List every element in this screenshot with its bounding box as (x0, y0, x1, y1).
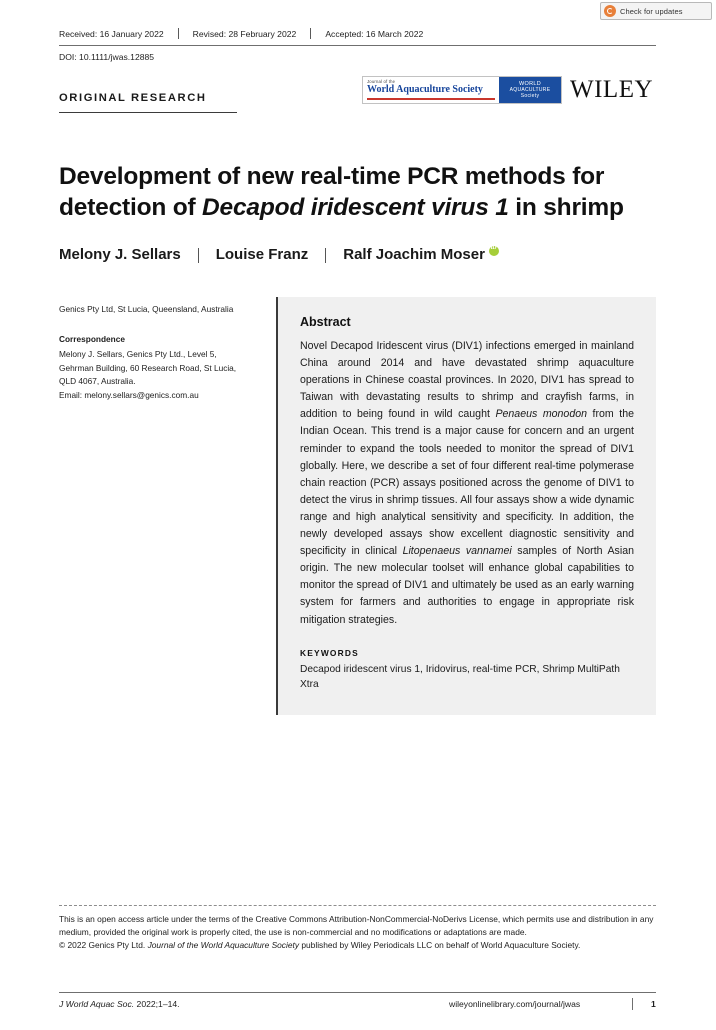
abstract-italic-2: Litopenaeus vannamei (402, 545, 512, 558)
divider (178, 28, 179, 39)
wiley-logo: WILEY (570, 76, 654, 103)
society-logo-text (363, 77, 499, 103)
affiliation-text: Genics Pty Ltd, St Lucia, Queensland, Australia (59, 304, 234, 314)
society-badge-line3: Society (520, 93, 540, 99)
journal-citation (59, 999, 180, 1009)
society-badge-line1: WORLD (519, 81, 541, 87)
page-title (59, 161, 659, 223)
abstract-text (300, 338, 634, 629)
divider (198, 248, 199, 263)
article-history (59, 28, 656, 46)
page-footer (59, 999, 656, 1009)
page-number: 1 (651, 999, 656, 1009)
received-date: Received: 16 January 2022 (59, 28, 164, 39)
copyright-part-2: published by Wiley Periodicals LLC on behalf of World Aquaculture Society. (299, 940, 581, 951)
footer-dashed-divider (59, 905, 656, 906)
abstract-part-2: from the Indian Ocean. This trend is a major cause for concern and an urgent reminder to expand the tools needed to monitor the spread of DIV1 globally. Here, we describe a set of four different real-time polymerase chain reaction (PCR) assays positioned across the genome of DIV1 to detect the virus in shrimp tissues. All four assays show a wide dynamic range and high analytical sensitivity and specificity. In addition, the newly developed assays show excellent diagnostic sensitivity and specificity in clinical (300, 408, 634, 558)
society-logo-badge (499, 77, 561, 103)
license-text: This is an open access article under the terms of the Creative Commons Attribution-NonCommercial-NoDerivs License, which permits use and distribution in any medium, provided the original work is properly cited, the use is non-commercial and no modifications or adaptations are made. (59, 914, 654, 937)
correspondence-email[interactable]: Email: melony.sellars@genics.com.au (59, 389, 199, 400)
check-for-updates-label: Check for updates (620, 6, 683, 16)
revised-date: Revised: 28 February 2022 (192, 28, 297, 39)
license-statement (59, 913, 656, 952)
abstract-italic-1: Penaeus monodon (495, 408, 587, 421)
journal-abbrev: J World Aquac Soc. (59, 999, 135, 1009)
keywords-list: Decapod iridescent virus 1, Iridovirus, real-time PCR, Shrimp MultiPath Xtra (300, 663, 620, 691)
footer-divider (59, 992, 656, 993)
society-logo-small-line: Journal of the (367, 79, 396, 84)
divider (325, 248, 326, 263)
correspondence-heading: Correspondence (59, 333, 125, 344)
check-for-updates-badge[interactable] (600, 2, 712, 20)
author-affiliations (59, 303, 244, 402)
title-part-1: Development of new real-time PCR methods for detection of (59, 163, 605, 222)
copyright-text (59, 939, 656, 952)
orcid-icon[interactable] (489, 246, 499, 256)
author-name[interactable]: Ralf Joachim Moser (343, 246, 485, 263)
author-name[interactable]: Louise Franz (215, 246, 309, 263)
title-italic: Decapod iridescent virus 1 (202, 194, 509, 222)
divider (632, 998, 633, 1010)
doi-text[interactable]: DOI: 10.1111/jwas.12885 (59, 52, 155, 62)
journal-url[interactable]: wileyonlinelibrary.com/journal/jwas (449, 999, 581, 1009)
author-name[interactable]: Melony J. Sellars (59, 246, 181, 263)
abstract-part-1: Novel Decapod Iridescent virus (DIV1) infections emerged in mainland China around 2014 and have devastated shrimp aquaculture operations in Chinese coastal provinces. In 2020, DIV1 has spread to Taiwan with devastating results to shrimp and crayfish farms, in addition to being found in wild caught (300, 340, 634, 421)
copyright-part-1: © 2022 Genics Pty Ltd. (59, 940, 148, 951)
keywords-heading: KEYWORDS (300, 647, 359, 658)
article-type-label: ORIGINAL RESEARCH (59, 92, 237, 113)
journal-pages: 2022;1–14. (134, 999, 180, 1009)
copyright-journal-italic: Journal of the World Aquaculture Society (147, 940, 300, 951)
abstract-part-3: samples of North Asian origin. The new molecular toolset will enhance global capabilities to monitor the spread of DIV1 and ultimately be used as an early warning system for farmers and authorities to engage in appropriate risk mitigation strategies. (300, 545, 634, 626)
society-badge-line2: AQUACULTURE (509, 87, 551, 93)
refresh-icon (604, 5, 616, 17)
title-part-2: in shrimp (508, 194, 624, 222)
divider (310, 28, 311, 39)
society-logo (362, 76, 562, 104)
correspondence-address: Melony J. Sellars, Genics Pty Ltd., Level 5, Gehrman Building, 60 Research Road, St Lucia, QLD 4067, Australia. (59, 349, 237, 386)
society-logo-main-line: World Aquaculture Society (367, 84, 483, 95)
abstract-heading: Abstract (300, 315, 351, 329)
abstract-box (276, 297, 656, 715)
author-list (59, 246, 659, 263)
society-logo-rule (367, 98, 495, 100)
accepted-date: Accepted: 16 March 2022 (325, 28, 424, 39)
